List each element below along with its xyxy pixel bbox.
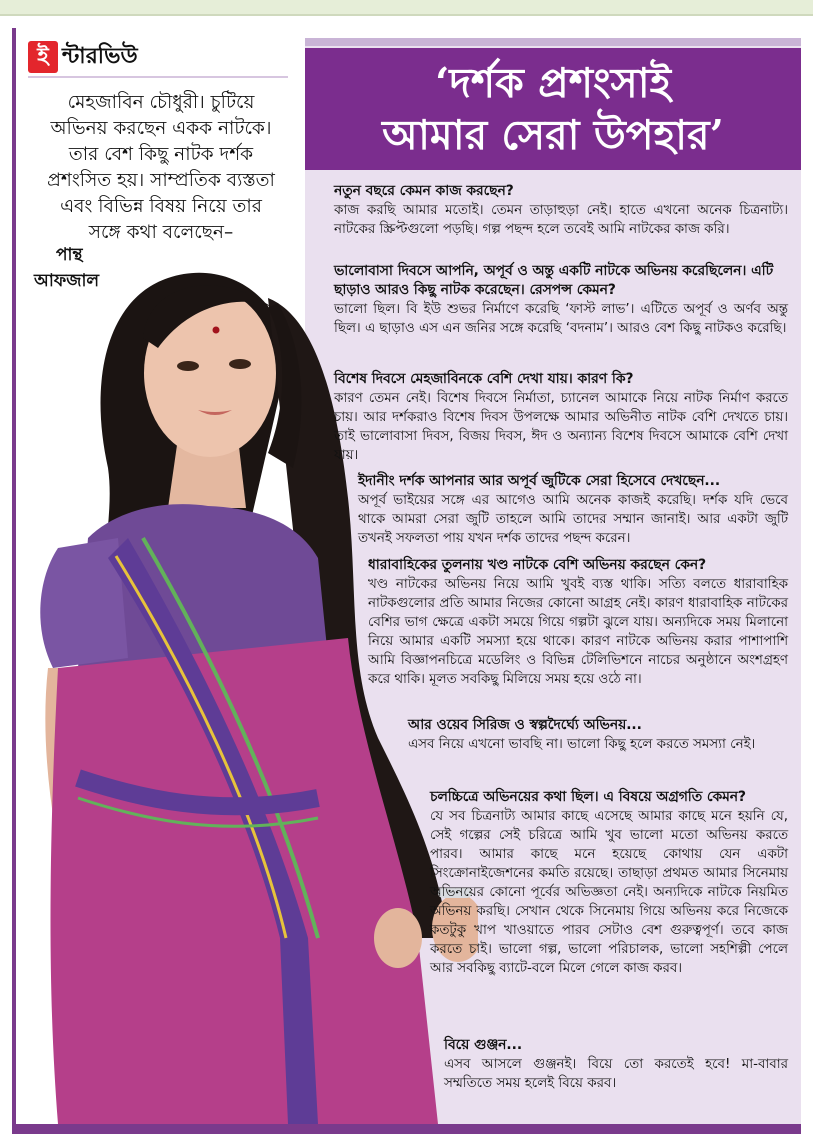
intro-line: প্রশংসিত হয়। সাম্প্রতিক ব্যস্ততা xyxy=(47,170,275,191)
author-name-last: আফজাল xyxy=(34,271,100,291)
left-border-rule xyxy=(12,28,16,1128)
headline-line-1: ‘দর্শক প্রশংসাই xyxy=(435,59,671,107)
answer-text: কারণ তেমন নেই। বিশেষ দিবসে নির্মাতা, চ্যানেল আমাকে নিয়ে নাটক নির্মাণ করতে চায়। আর দর্শকরাও বিশেষ দিবস উপলক্ষে আমার অভিনীত নাটক বেশি দেখতে চায়। তাই ভালোবাসা দিবস, বিজয় দিবস, ঈদ ও অন্যান্য বিশেষ দিবসে আমাকে বেশি দেখা যায়। xyxy=(334,391,788,463)
panel-top-band xyxy=(305,38,801,46)
answer-text: এসব নিয়ে এখনো ভাবছি না। ভালো কিছু হলে করতে সমস্যা নেই। xyxy=(408,737,756,752)
author-name-first: পান্থ xyxy=(56,245,83,265)
headline-line-2: আমার সেরা উপহার’ xyxy=(382,111,724,159)
top-strip-divider xyxy=(0,14,813,16)
question-text: ইদানীং দর্শক আপনার আর অপূর্ব জুটিকে সেরা হিসেবে দেখছেন... xyxy=(358,473,721,489)
qa-block xyxy=(358,472,788,548)
intro-line: সঙ্গে কথা বলেছেন– xyxy=(88,222,234,243)
section-tag-letter: ই xyxy=(28,41,58,73)
qa-block xyxy=(334,370,788,465)
section-tag-underline xyxy=(28,76,288,78)
intro-text xyxy=(30,90,292,246)
question-text: আর ওয়েব সিরিজ ও স্বল্পদৈর্ঘ্যে অভিনয়... xyxy=(408,717,642,733)
qa-block xyxy=(408,716,788,754)
answer-text: কাজ করছি আমার মতোই। তেমন তাড়াহুড়া নেই। হাতে এখনো অনেক চিত্রনাট্য। নাটকের স্ক্রিপ্টগুলো পড়ছি। গল্প পছন্দ হলে তবেই আমি নাটকের কাজ করি। xyxy=(334,203,788,237)
answer-text: এসব আসলে গুঞ্জনই। বিয়ে তো করতেই হবে! মা-বাবার সম্মতিতে সময় হলেই বিয়ে করব। xyxy=(444,1057,788,1091)
top-color-strip xyxy=(0,0,813,14)
question-text: ভালোবাসা দিবসে আপনি, অপূর্ব ও অন্তু একটি নাটকে অভিনয় করেছিলেন। এটি ছাড়াও আরও কিছু নাটক করেছেন। রেসপন্স কেমন? xyxy=(334,263,774,298)
intro-line: মেহজাবিন চৌধুরী। চুটিয়ে xyxy=(67,92,255,113)
intro-line: অভিনয় করছেন একক নাটকে। xyxy=(50,118,272,139)
intro-line: তার বেশ কিছু নাটক দর্শক xyxy=(68,144,254,165)
qa-block xyxy=(444,1036,788,1093)
qa-block xyxy=(430,788,788,978)
headline-box xyxy=(305,48,801,170)
author-byline xyxy=(34,242,99,294)
bottom-border-rule xyxy=(12,1124,801,1134)
question-text: ধারাবাহিকের তুলনায় খণ্ড নাটকে বেশি অভিনয় করছেন কেন? xyxy=(368,557,707,573)
qa-block xyxy=(334,182,788,239)
question-text: নতুন বছরে কেমন কাজ করছেন? xyxy=(334,183,514,199)
answer-text: খণ্ড নাটকের অভিনয় নিয়ে আমি খুবই ব্যস্ত থাকি। সত্যি বলতে ধারাবাহিক নাটকগুলোর প্রতি আমার নিজের কোনো আগ্রহ নেই। কারণ ধারাবাহিক নাটকের বেশির ভাগ ক্ষেত্রে একটা সময়ে গিয়ে গল্পটা ঝুলে যায়। অন্যদিকে সময় মিলানো নিয়ে আমার একটি সমস্যা হয়ে থাকে। কারণ নাটকে অভিনয় করার পাশাপাশি আমি বিজ্ঞাপনচিত্রে মডেলিং ও বিভিন্ন টেলিভিশনে নাচের অনুষ্ঠানে অংশগ্রহণ করে থাকি। মূলত সবকিছু মিলিয়ে সময় হয়ে ওঠে না। xyxy=(368,577,788,687)
section-tag-word: ন্টারভিউ xyxy=(62,43,138,69)
answer-text: যে সব চিত্রনাট্য আমার কাছে এসেছে আমার কাছে মনে হয়নি যে, সেই গল্পের সেই চরিত্রে আমি খুব ভালো মতো অভিনয় করতে পারব। আমার কাছে মনে হয়েছে কোথায় যেন একটা সিংক্রোনাইজেশনের কমতি রয়েছে। তাছাড়া প্রথমত আমার সিনেমায় অভিনয়ের কোনো পূর্বের অভিজ্ঞতা নেই। অন্যদিকে নাটকে নিয়মিত অভিনয় করছি। সেখান থেকে সিনেমায় গিয়ে অভিনয় করে নিজেকে কতটুকু খাপ খাওয়াতে পারব সেটাও বেশ গুরুত্বপূর্ণ। তবে কাজ করতে চাই। ভালো গল্প, ভালো পরিচালক, ভালো সহশিল্পী পেলে আর সবকিছু ব্যাটে-বলে মিলে গেলে কাজ করব। xyxy=(430,809,788,976)
qa-block xyxy=(334,262,788,338)
answer-text: অপূর্ব ভাইয়ের সঙ্গে এর আগেও আমি অনেক কাজই করেছি। দর্শক যদি ভেবে থাকে আমরা সেরা জুটি তাহলে আমি তাদের সম্মান জানাই। আর একটা জুটি তখনই সফলতা পায় যখন দর্শক তাদের পছন্দ করেন। xyxy=(358,493,788,546)
question-text: চলচ্চিত্রে অভিনয়ের কথা ছিল। এ বিষয়ে অগ্রগতি কেমন? xyxy=(430,789,747,805)
answer-text: ভালো ছিল। বি ইউ শুভর নির্মাণে করেছি ‘ফাস্ট লাভ’। এটিতে অপূর্ব ও অর্ণব অন্তু ছিল। এ ছাড়াও এস এন জনির সঙ্গে করেছি ‘বদনাম’। আরও বেশ কিছু নাটকও করেছি। xyxy=(334,302,788,336)
qa-block xyxy=(368,556,788,689)
intro-line: এবং বিভিন্ন বিষয় নিয়ে তার xyxy=(60,196,262,217)
question-text: বিশেষ দিবসে মেহজাবিনকে বেশি দেখা যায়। কারণ কি? xyxy=(334,371,634,387)
question-text: বিয়ে গুঞ্জন... xyxy=(444,1037,523,1053)
section-tag xyxy=(28,40,138,74)
